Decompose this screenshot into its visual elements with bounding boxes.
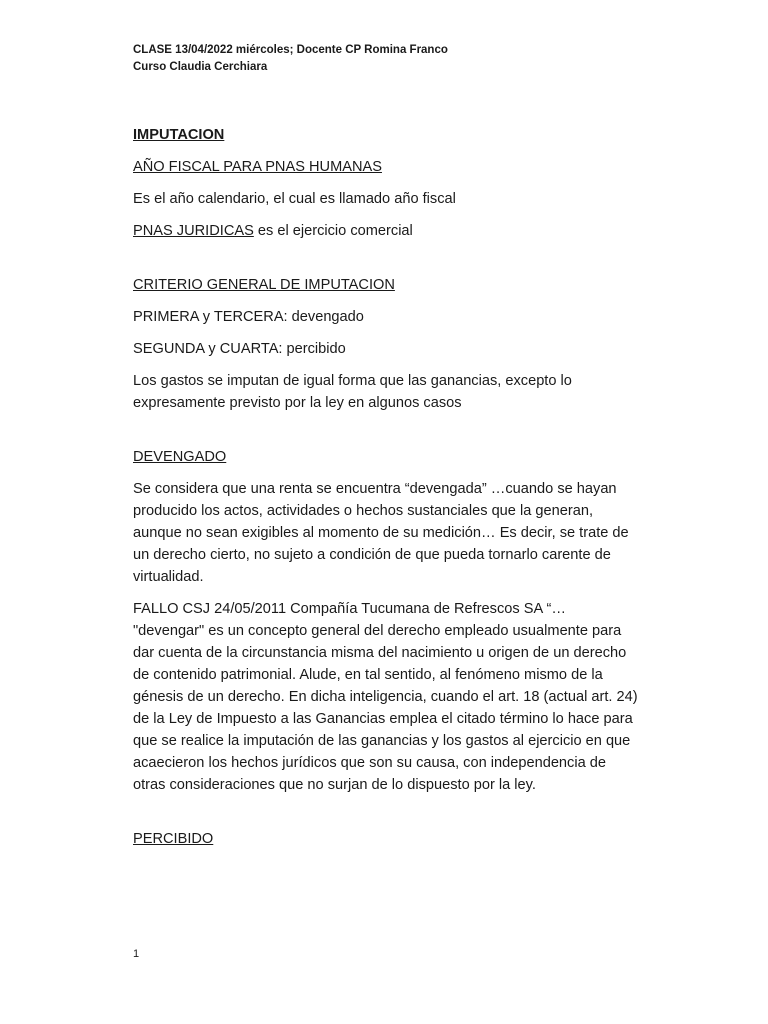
fiscal-year-paragraph: Es el año calendario, el cual es llamado año fiscal	[133, 191, 456, 207]
header-class-line: CLASE 13/04/2022 miércoles; Docente CP Romina Franco	[133, 44, 448, 56]
fallo-paragraph: FALLO CSJ 24/05/2011 Compañía Tucumana de Refrescos SA “… "devengar" es un concepto general del derecho empleado usualmente para dar cuenta de la circunstancia misma del nacimiento u origen de un derecho de contenido patrimonial. Alude, en tal sentido, al fenómeno mismo de la génesis de un derecho. En dicha inteligencia, cuando el art. 18 (actual art. 24) de la Ley de Impuesto a las Ganancias emplea el citado término lo hace para que se realice la imputación de las ganancias y los gastos al ejercicio en que acaecieron los hechos jurídicos que son su causa, con independencia de otras consideraciones que no surjan de lo dispuesto por la ley.	[133, 601, 638, 793]
devengado-heading: DEVENGADO	[133, 449, 227, 465]
juridicas-label: PNAS JURIDICAS	[133, 223, 254, 239]
page-number: 1	[133, 948, 140, 960]
criterio-second-fourth: SEGUNDA y CUARTA: percibido	[133, 341, 346, 357]
juridicas-paragraph	[133, 220, 638, 242]
document-title: IMPUTACION	[133, 127, 225, 143]
header-course-line: Curso Claudia Cerchiara	[133, 61, 268, 73]
percibido-heading: PERCIBIDO	[133, 831, 214, 847]
document-body	[133, 124, 638, 860]
fiscal-year-heading: AÑO FISCAL PARA PNAS HUMANAS	[133, 159, 382, 175]
gastos-paragraph: Los gastos se imputan de igual forma que las ganancias, excepto lo expresamente previsto por la ley en algunos casos	[133, 373, 572, 411]
devengado-paragraph: Se considera que una renta se encuentra “devengada” …cuando se hayan producido los actos, actividades o hechos sustanciales que la generan, aunque no sean exigibles al momento de su medición… Es decir, se trate de un derecho cierto, no sujeto a condición de que pueda tornarlo carente de virtualidad.	[133, 481, 629, 585]
page-header	[133, 42, 448, 76]
criterio-heading: CRITERIO GENERAL DE IMPUTACION	[133, 277, 395, 293]
juridicas-text: es el ejercicio comercial	[253, 223, 413, 239]
criterio-first-third: PRIMERA y TERCERA: devengado	[133, 309, 364, 325]
